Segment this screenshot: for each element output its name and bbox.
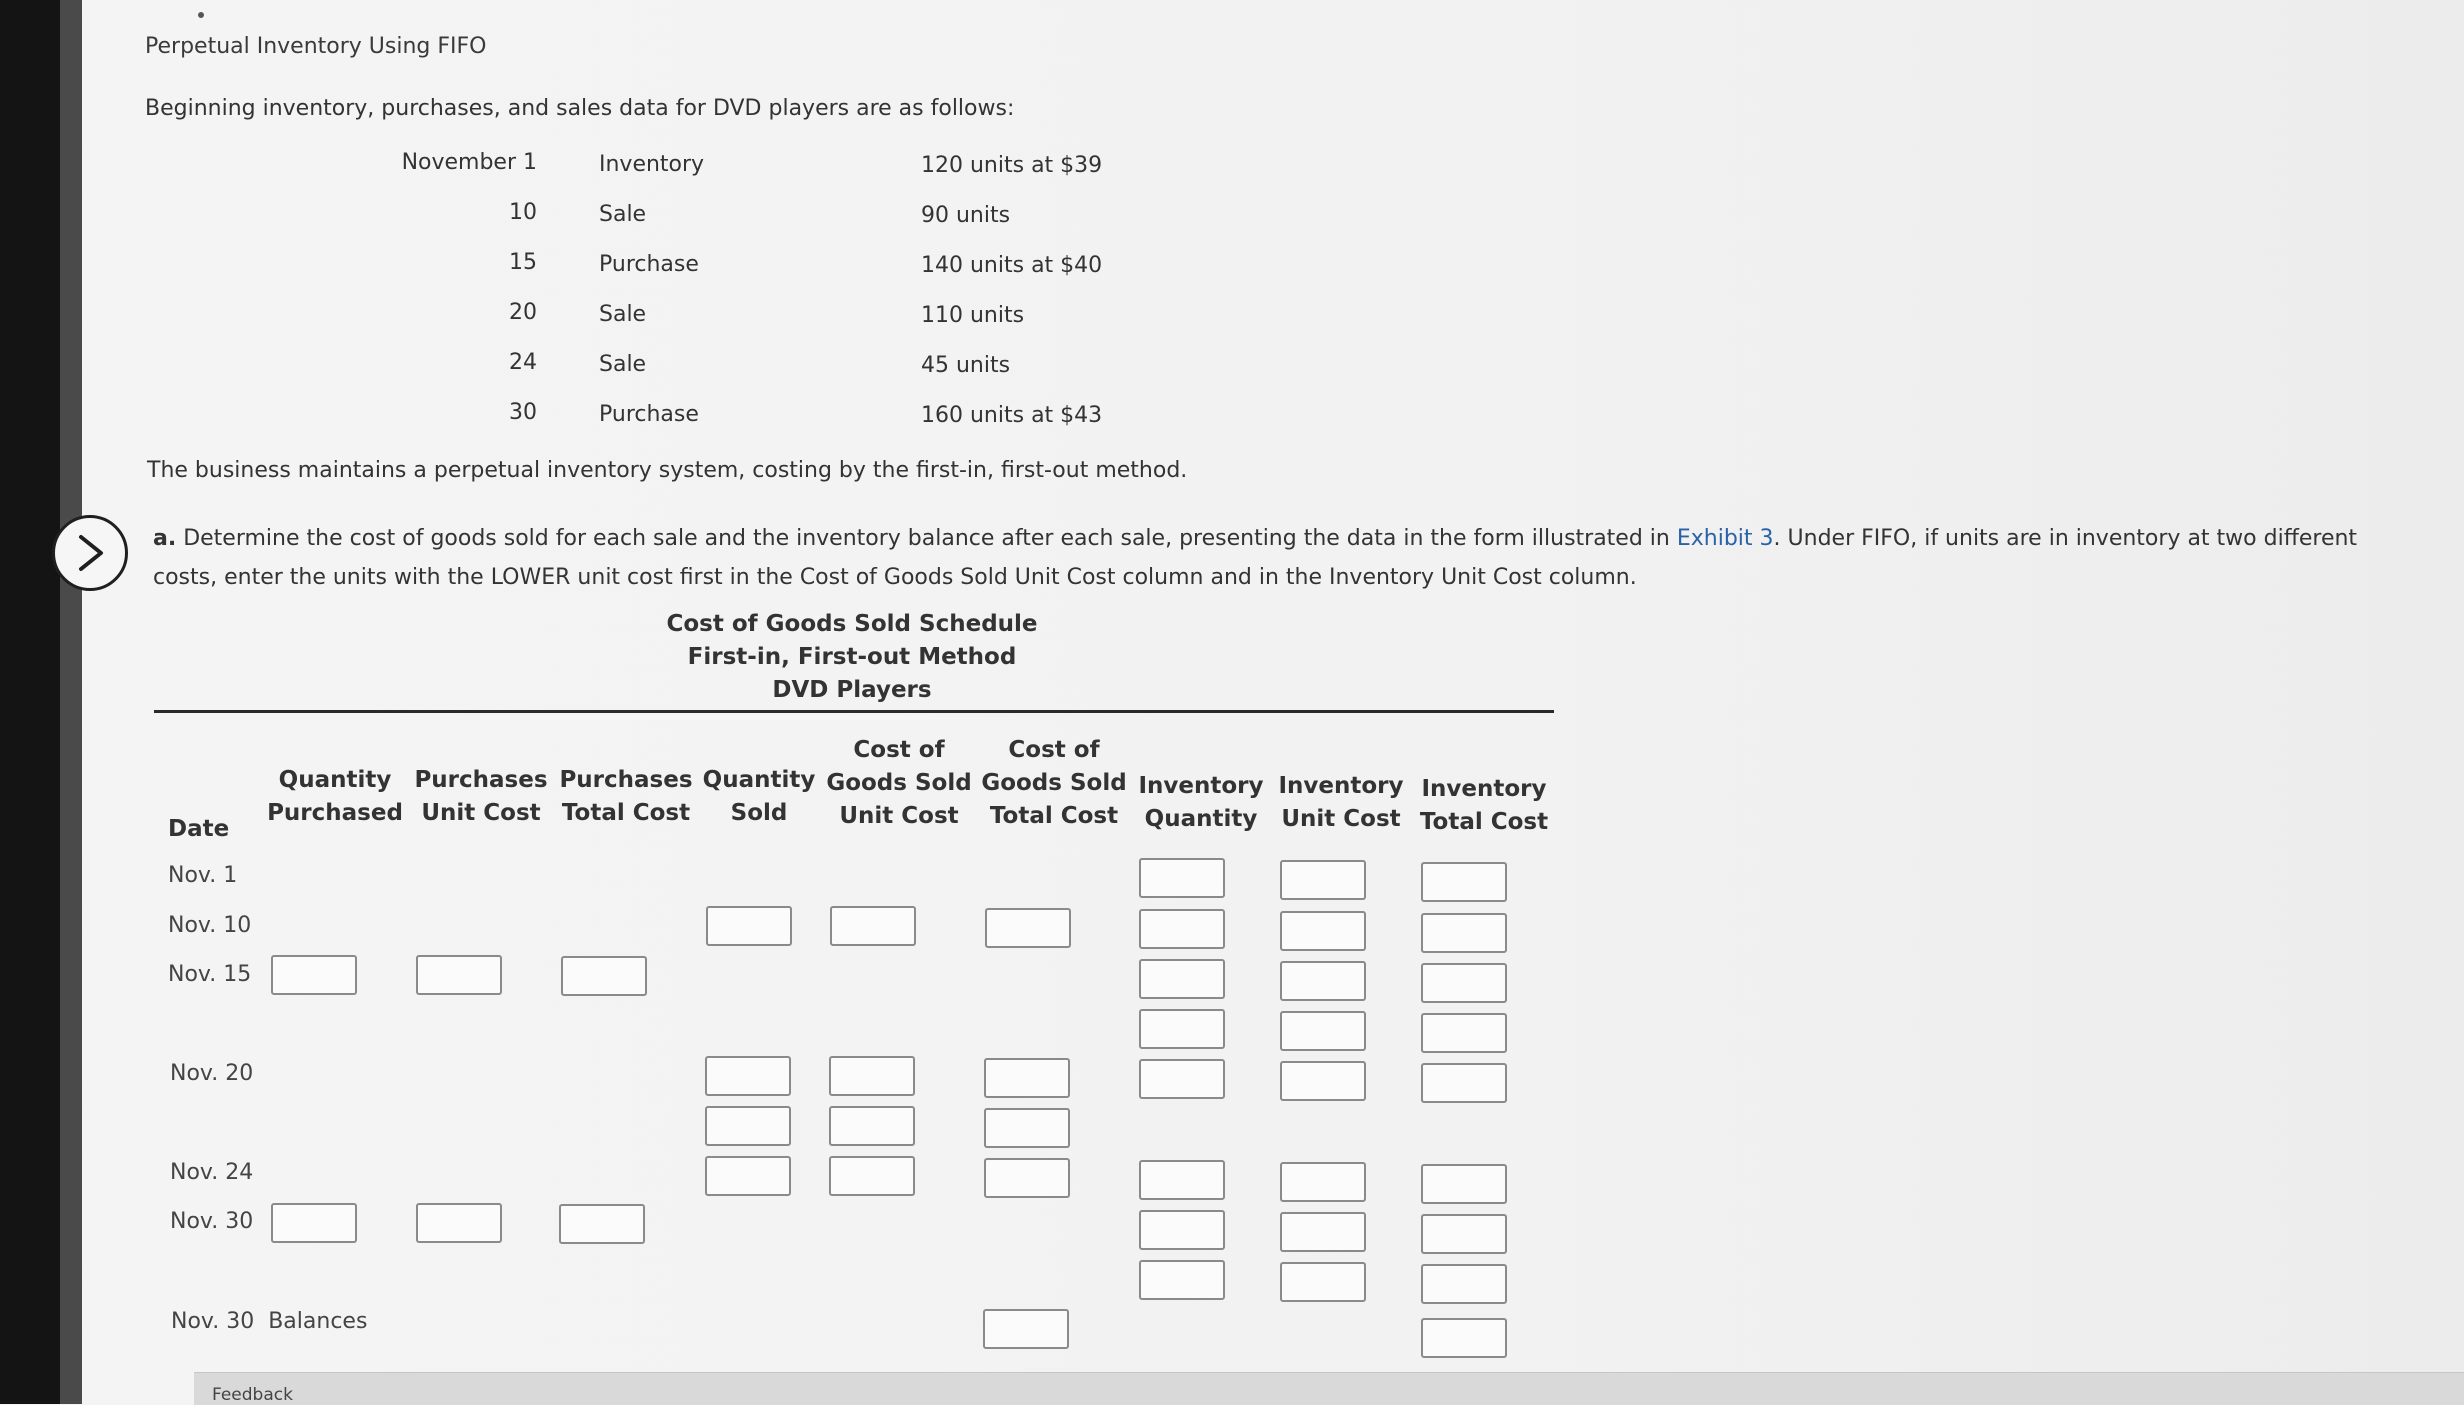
nov20-quantity-sold-input-1[interactable]	[705, 1056, 791, 1096]
nov24-cogs-total-cost-input[interactable]	[984, 1158, 1070, 1198]
col-cogs-total-cost	[979, 734, 1129, 833]
txn-detail: 140 units at $40	[921, 253, 1103, 278]
txn-day: 10	[509, 200, 537, 225]
nov30-inventory-unit-cost-input-2[interactable]	[1280, 1262, 1366, 1302]
nov15-purchases-unit-cost-input[interactable]	[416, 955, 502, 995]
nov30-inventory-total-cost-input-1[interactable]	[1421, 1214, 1507, 1254]
nov15-inventory-quantity-input-2[interactable]	[1139, 1009, 1225, 1049]
question-text-2: . Under FIFO, if units are in inventory at two different	[1773, 526, 2358, 551]
intro-text: Beginning inventory, purchases, and sales data for DVD players are as follows:	[145, 96, 1015, 121]
system-note: The business maintains a perpetual inventory system, costing by the first-in, first-out method.	[147, 458, 1188, 483]
nov20-cogs-total-cost-input-2[interactable]	[984, 1108, 1070, 1148]
txn-day: 20	[509, 300, 537, 325]
nov24-inventory-total-cost-input[interactable]	[1421, 1164, 1507, 1204]
nov30-quantity-purchased-input[interactable]	[271, 1203, 357, 1243]
nov24-cogs-unit-cost-input[interactable]	[829, 1156, 915, 1196]
txn-type: Inventory	[599, 152, 705, 177]
col-inventory-quantity	[1134, 770, 1268, 836]
schedule-method: First-in, First-out Method	[687, 644, 1017, 670]
nov15-inventory-unit-cost-input-1[interactable]	[1280, 961, 1366, 1001]
row-date-nov-15: Nov. 15	[168, 962, 252, 987]
decorative-dot	[198, 12, 204, 18]
nov15-inventory-total-cost-input-2[interactable]	[1421, 1013, 1507, 1053]
col-date: Date	[168, 816, 230, 842]
col-header-line: Inventory	[1278, 773, 1404, 799]
col-header-line: Goods Sold	[981, 770, 1127, 796]
col-cogs-unit-cost	[824, 734, 974, 833]
feedback-label: Feedback	[212, 1385, 293, 1405]
col-header-line: Unit Cost	[1281, 806, 1401, 832]
nov30-inventory-unit-cost-input-1[interactable]	[1280, 1212, 1366, 1252]
nov15-quantity-purchased-input[interactable]	[271, 955, 357, 995]
col-quantity-purchased	[265, 764, 405, 830]
txn-day: 15	[509, 250, 537, 275]
col-inventory-unit-cost	[1274, 770, 1408, 836]
nov10-quantity-sold-input[interactable]	[706, 906, 792, 946]
col-header-line: Cost of	[1008, 737, 1100, 763]
balances-cogs-total-cost-input[interactable]	[983, 1309, 1069, 1349]
col-purchases-total-cost	[555, 764, 697, 830]
schedule-title: Cost of Goods Sold Schedule	[666, 611, 1038, 637]
txn-type: Purchase	[599, 252, 699, 277]
nov20-inventory-quantity-input[interactable]	[1139, 1059, 1225, 1099]
nov30-purchases-total-cost-input[interactable]	[559, 1204, 645, 1244]
nov24-inventory-quantity-input[interactable]	[1139, 1160, 1225, 1200]
screen-bezel	[0, 0, 60, 1404]
nov20-cogs-unit-cost-input-2[interactable]	[829, 1106, 915, 1146]
col-header-line: Quantity	[278, 767, 392, 793]
balances-label: Balances	[268, 1309, 368, 1334]
nov30-inventory-total-cost-input-2[interactable]	[1421, 1264, 1507, 1304]
col-header-line: Cost of	[853, 737, 945, 763]
nov20-cogs-total-cost-input-1[interactable]	[984, 1058, 1070, 1098]
col-quantity-sold	[700, 764, 818, 830]
nov20-quantity-sold-input-2[interactable]	[705, 1106, 791, 1146]
row-date-nov-30: Nov. 30	[170, 1209, 254, 1234]
col-purchases-unit-cost	[410, 764, 552, 830]
question-text-1: Determine the cost of goods sold for each sale and the inventory balance after each sale, presenting the data in the form illustrated in	[183, 526, 1670, 551]
question-label: a.	[153, 526, 177, 551]
nov20-inventory-total-cost-input[interactable]	[1421, 1063, 1507, 1103]
col-header-line: Goods Sold	[826, 770, 972, 796]
col-header-line: Total Cost	[561, 800, 691, 826]
nov10-inventory-quantity-input[interactable]	[1139, 909, 1225, 949]
col-header-line: Quantity	[1144, 806, 1258, 832]
nov30-purchases-unit-cost-input[interactable]	[416, 1203, 502, 1243]
exhibit-3-link[interactable]: Exhibit 3	[1676, 526, 1774, 551]
txn-day: 30	[509, 400, 537, 425]
nov15-purchases-total-cost-input[interactable]	[561, 956, 647, 996]
col-header-line: Total Cost	[1419, 809, 1549, 835]
chevron-right-icon	[73, 533, 107, 573]
txn-type: Sale	[599, 302, 647, 327]
nov10-inventory-total-cost-input[interactable]	[1421, 913, 1507, 953]
nov10-cogs-total-cost-input[interactable]	[985, 908, 1071, 948]
row-date-nov-10: Nov. 10	[168, 913, 252, 938]
nov10-cogs-unit-cost-input[interactable]	[830, 906, 916, 946]
col-header-line: Sold	[730, 800, 788, 826]
txn-detail: 120 units at $39	[921, 153, 1103, 178]
nov10-inventory-unit-cost-input[interactable]	[1280, 911, 1366, 951]
nov24-inventory-unit-cost-input[interactable]	[1280, 1162, 1366, 1202]
nov30-inventory-quantity-input-2[interactable]	[1139, 1260, 1225, 1300]
nov24-quantity-sold-input[interactable]	[705, 1156, 791, 1196]
nov15-inventory-unit-cost-input-2[interactable]	[1280, 1011, 1366, 1051]
feedback-bar[interactable]	[194, 1372, 2464, 1405]
col-header-line: Total Cost	[989, 803, 1119, 829]
expand-button[interactable]	[52, 515, 128, 591]
txn-day: 24	[509, 350, 537, 375]
txn-detail: 110 units	[921, 303, 1025, 328]
txn-day: November 1	[401, 150, 537, 175]
balances-date: Nov. 30	[171, 1309, 255, 1334]
row-date-nov-20: Nov. 20	[170, 1061, 254, 1086]
col-header-line: Quantity	[702, 767, 816, 793]
nov20-inventory-unit-cost-input[interactable]	[1280, 1061, 1366, 1101]
page-title: Perpetual Inventory Using FIFO	[145, 34, 487, 59]
col-header-line: Unit Cost	[421, 800, 541, 826]
txn-detail: 45 units	[921, 353, 1011, 378]
nov15-inventory-quantity-input-1[interactable]	[1139, 959, 1225, 999]
left-sidebar-strip	[60, 0, 82, 1404]
txn-detail: 90 units	[921, 203, 1011, 228]
nov1-inventory-total-cost-input[interactable]	[1421, 862, 1507, 902]
txn-type: Sale	[599, 202, 647, 227]
question-line-2: costs, enter the units with the LOWER unit cost first in the Cost of Goods Sold Unit Cost column and in the Inventory Unit Cost column.	[153, 565, 1637, 590]
txn-type: Sale	[599, 352, 647, 377]
question-line-1	[153, 526, 2357, 551]
col-header-line: Purchased	[267, 800, 403, 826]
nov20-cogs-unit-cost-input-1[interactable]	[829, 1056, 915, 1096]
nov1-inventory-unit-cost-input[interactable]	[1280, 860, 1366, 900]
schedule-product: DVD Players	[772, 677, 932, 703]
row-date-nov-30-balances	[171, 1309, 367, 1334]
col-inventory-total-cost	[1414, 773, 1554, 839]
nov1-inventory-quantity-input[interactable]	[1139, 858, 1225, 898]
balances-inventory-total-cost-input[interactable]	[1421, 1318, 1507, 1358]
row-date-nov-1: Nov. 1	[168, 863, 238, 888]
col-header-line: Inventory	[1421, 776, 1547, 802]
col-header-line: Purchases	[559, 767, 693, 793]
txn-detail: 160 units at $43	[921, 403, 1103, 428]
txn-type: Purchase	[599, 402, 699, 427]
col-header-line: Inventory	[1138, 773, 1264, 799]
col-header-line: Purchases	[414, 767, 548, 793]
nov15-inventory-total-cost-input-1[interactable]	[1421, 963, 1507, 1003]
col-header-line: Unit Cost	[839, 803, 959, 829]
nov30-inventory-quantity-input-1[interactable]	[1139, 1210, 1225, 1250]
header-divider	[154, 710, 1554, 713]
row-date-nov-24: Nov. 24	[170, 1160, 254, 1185]
